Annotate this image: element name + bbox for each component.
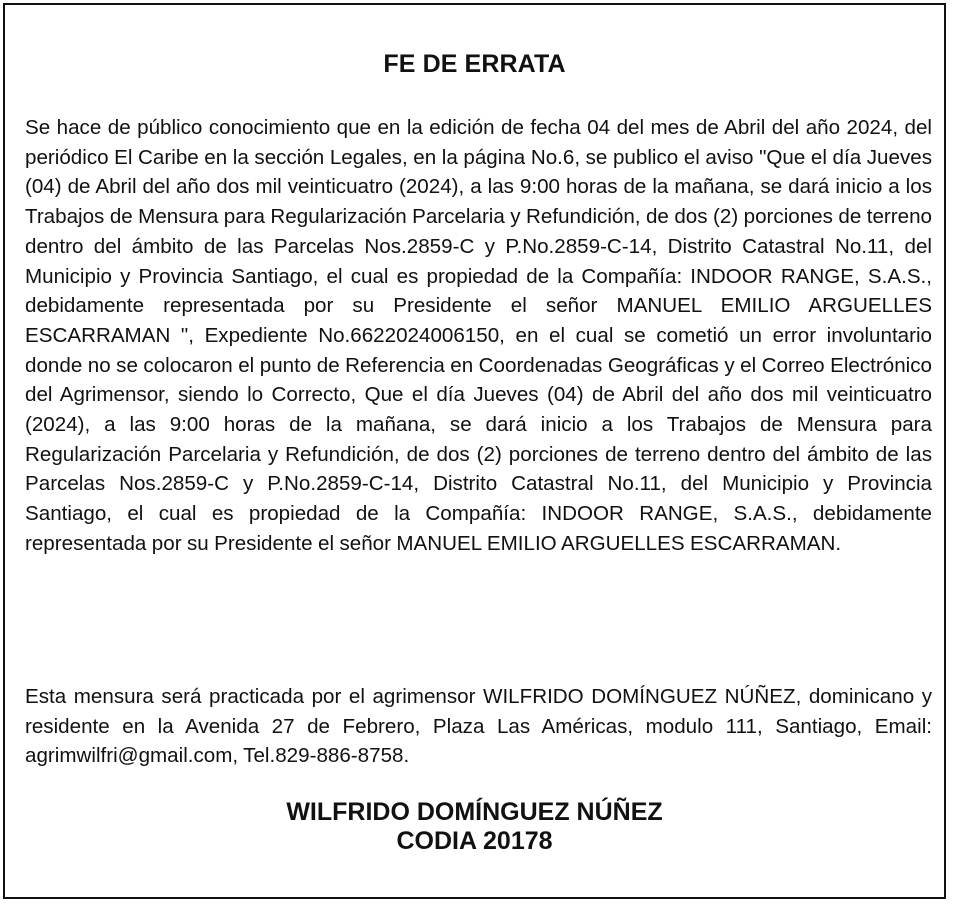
notice-paragraph-surveyor: Esta mensura será practicada por el agrimensor WILFRIDO DOMÍNGUEZ NÚÑEZ, dominicano y residente en la Avenida 27 de Febrero, Plaza Las Américas, modulo 111, Santiago, Email: agrimwilfri@gmail.com, Tel.829-886-8758.: [25, 685, 932, 768]
notice-title: FE DE ERRATA: [383, 50, 566, 78]
signature-name: WILFRIDO DOMÍNGUEZ NÚÑEZ: [286, 798, 663, 826]
notice-frame: [3, 3, 946, 899]
notice-paragraph-erratum: Se hace de público conocimiento que en la edición de fecha 04 del mes de Abril del año 2024, del periódico El Caribe en la sección Legales, en la página No.6, se publico el aviso "Que el día Jueves (04) de Abril del año dos mil veinticuatro (2024), a las 9:00 horas de la mañana, se dará inicio a los Trabajos de Mensura para Regularización Parcelaria y Refundición, de dos (2) porciones de terreno dentro del ámbito de las Parcelas Nos.2859-C y P.No.2859-C-14, Distrito Catastral No.11, del Municipio y Provincia Santiago, el cual es propiedad de la Compañía: INDOOR RANGE, S.A.S., debidamente representada por su Presidente el señor MANUEL EMILIO ARGUELLES ESCARRAMAN ", Expediente No.6622024006150, en el cual se cometió un error involuntario donde no se colocaron el punto de Referencia en Coordenadas Geográficas y el Correo Electrónico del Agrimensor, siendo lo Correcto, Que el día Jueves (04) de Abril del año dos mil veinticuatro (2024), a las 9:00 horas de la mañana, se dará inicio a los Trabajos de Mensura para Regularización Parcelaria y Refundición, de dos (2) porciones de terreno dentro del ámbito de las Parcelas Nos.2859-C y P.No.2859-C-14, Distrito Catastral No.11, del Municipio y Provincia Santiago, el cual es propiedad de la Compañía: INDOOR RANGE, S.A.S., debidamente representada por su Presidente el señor MANUEL EMILIO ARGUELLES ESCARRAMAN.: [25, 116, 932, 555]
signature-codia: CODIA 20178: [396, 827, 553, 855]
signature-block: [5, 798, 944, 856]
